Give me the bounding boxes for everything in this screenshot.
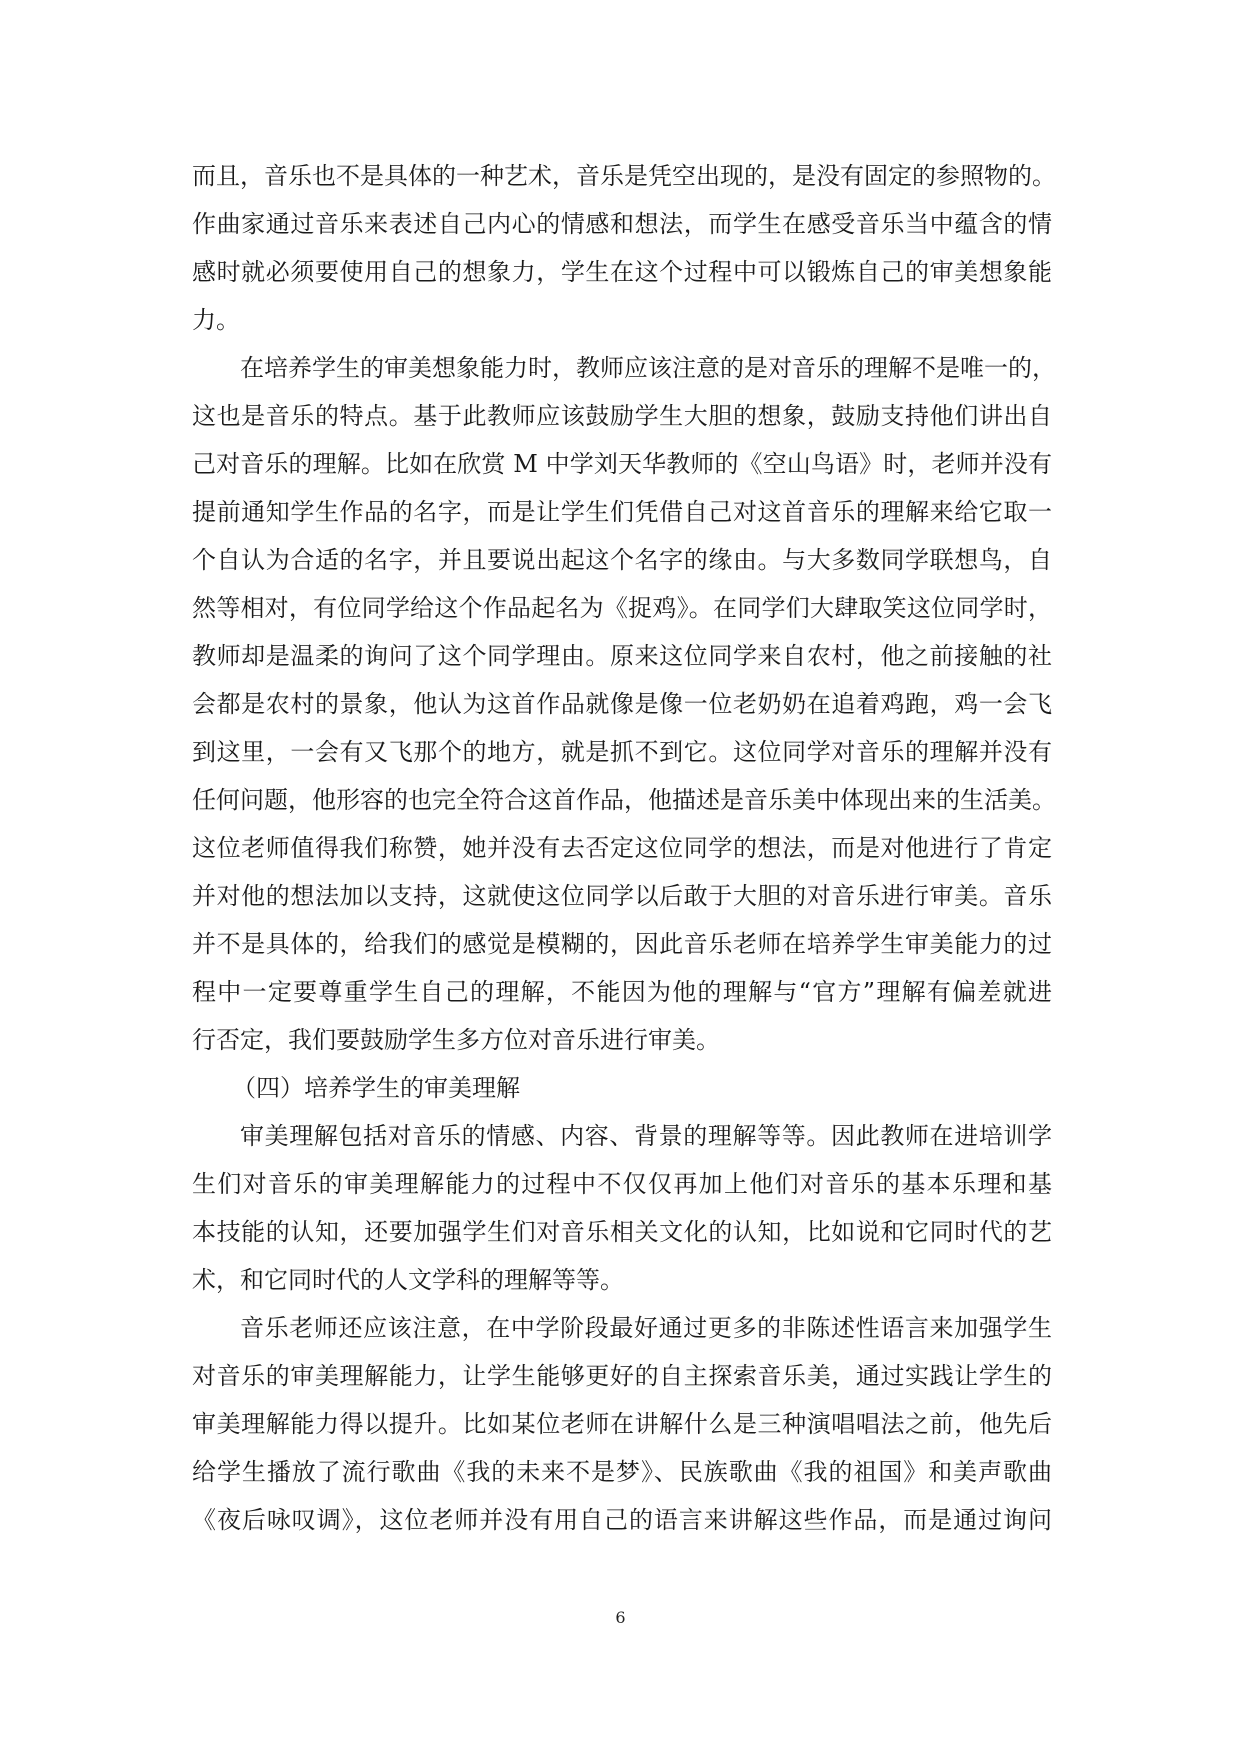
text-line: 任何问题，他形容的也完全符合这首作品，他描述是音乐美中体现出来的生活美。: [192, 786, 1056, 814]
text-line: 感时就必须要使用自己的想象力，学生在这个过程中可以锻炼自己的审美想象能: [192, 258, 1052, 286]
text-line: 行否定，我们要鼓励学生多方位对音乐进行审美。: [192, 1026, 720, 1054]
text-line: 并不是具体的，给我们的感觉是模糊的，因此音乐老师在培养学生审美能力的过: [192, 930, 1052, 958]
page-number: 6: [615, 1608, 626, 1627]
text-line: 个自认为合适的名字，并且要说出起这个名字的缘由。与大多数同学联想鸟，自: [192, 546, 1052, 574]
paragraph-first-line: 音乐老师还应该注意，在中学阶段最好通过更多的非陈述性语言来加强学生: [240, 1314, 1052, 1342]
text-line: 这位老师值得我们称赞，她并没有去否定这位同学的想法，而是对他进行了肯定: [192, 834, 1052, 862]
text-line: 教师却是温柔的询问了这个同学理由。原来这位同学来自农村，他之前接触的社: [192, 642, 1052, 670]
text-line: 提前通知学生作品的名字，而是让学生们凭借自己对这首音乐的理解来给它取一: [192, 498, 1052, 526]
text-line: 《夜后咏叹调》，这位老师并没有用自己的语言来讲解这些作品，而是通过询问: [192, 1506, 1052, 1534]
text-line: 审美理解能力得以提升。比如某位老师在讲解什么是三种演唱唱法之前，他先后: [192, 1410, 1052, 1438]
text-line: 并对他的想法加以支持，这就使这位同学以后敢于大胆的对音乐进行审美。音乐: [192, 882, 1052, 910]
text-line: 会都是农村的景象，他认为这首作品就像是像一位老奶奶在追着鸡跑，鸡一会飞: [192, 690, 1052, 718]
text-line: 到这里，一会有又飞那个的地方，就是抓不到它。这位同学对音乐的理解并没有: [192, 738, 1052, 766]
paragraph-first-line: 审美理解包括对音乐的情感、内容、背景的理解等等。因此教师在进培训学: [240, 1122, 1052, 1150]
text-line: 而且，音乐也不是具体的一种艺术，音乐是凭空出现的，是没有固定的参照物的。: [192, 162, 1056, 190]
text-line: 己对音乐的理解。比如在欣赏 M 中学刘天华教师的《空山鸟语》时，老师并没有: [192, 450, 1052, 478]
text-line: 对音乐的审美理解能力，让学生能够更好的自主探索音乐美，通过实践让学生的: [192, 1362, 1052, 1390]
text-line: 生们对音乐的审美理解能力的过程中不仅仅再加上他们对音乐的基本乐理和基: [192, 1170, 1052, 1198]
text-line: 给学生播放了流行歌曲《我的未来不是梦》、民族歌曲《我的祖国》和美声歌曲: [192, 1458, 1052, 1486]
text-line: 程中一定要尊重学生自己的理解，不能因为他的理解与“官方”理解有偏差就进: [192, 978, 1052, 1006]
text-line: 作曲家通过音乐来表述自己内心的情感和想法，而学生在感受音乐当中蕴含的情: [192, 210, 1052, 238]
text-line: 这也是音乐的特点。基于此教师应该鼓励学生大胆的想象，鼓励支持他们讲出自: [192, 402, 1052, 430]
text-line: 然等相对，有位同学给这个作品起名为《捉鸡》。在同学们大肆取笑这位同学时，: [192, 594, 1052, 622]
text-line: 力。: [192, 306, 240, 334]
paragraph-first-line: 在培养学生的审美想象能力时，教师应该注意的是对音乐的理解不是唯一的，: [240, 354, 1056, 382]
text-line: 本技能的认知，还要加强学生们对音乐相关文化的认知，比如说和它同时代的艺: [192, 1218, 1052, 1246]
section-heading: （四）培养学生的审美理解: [232, 1074, 520, 1102]
text-line: 术，和它同时代的人文学科的理解等等。: [192, 1266, 624, 1294]
